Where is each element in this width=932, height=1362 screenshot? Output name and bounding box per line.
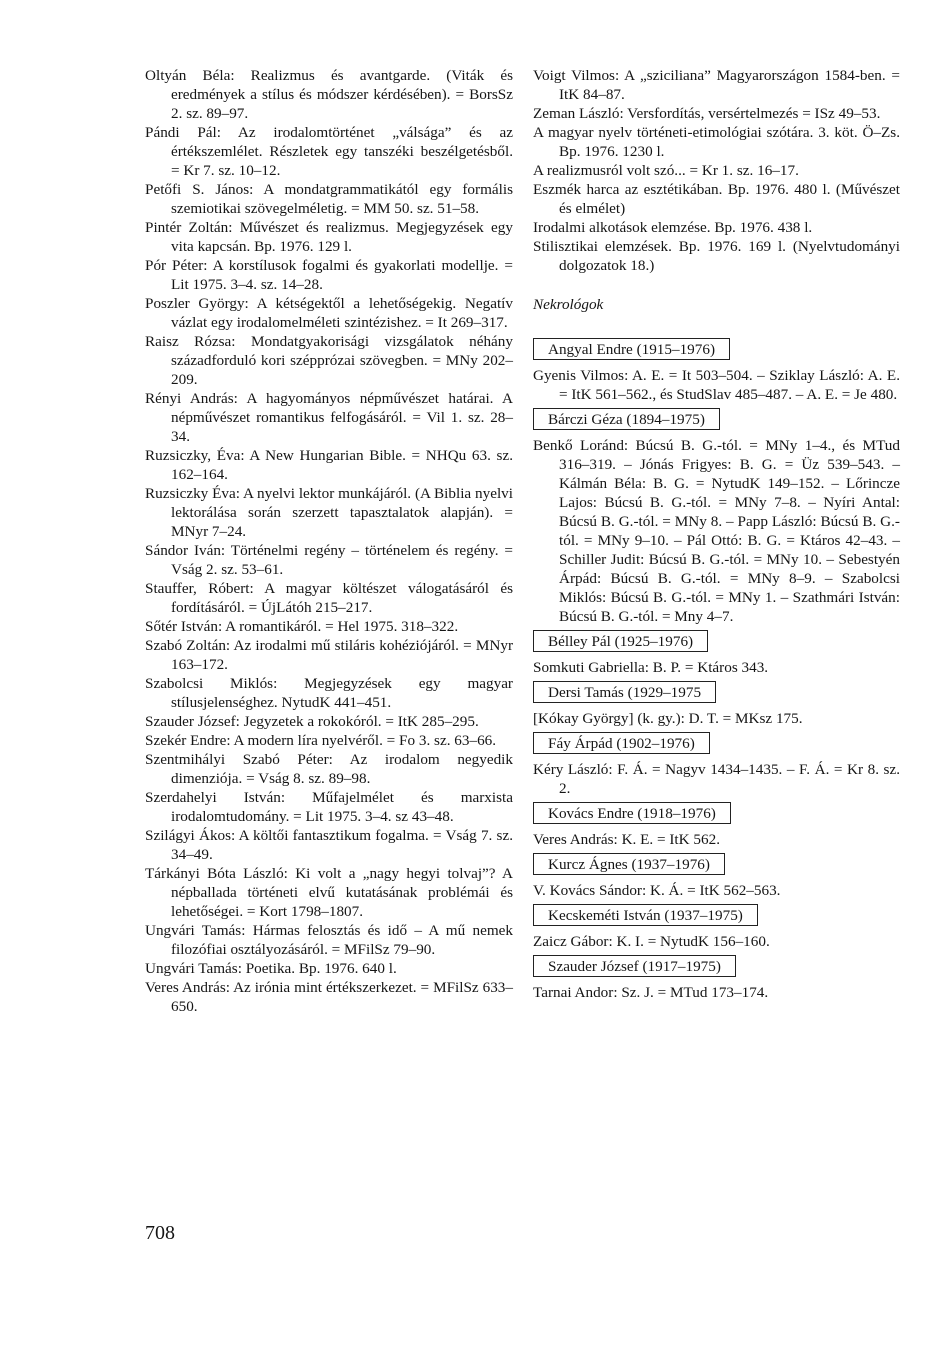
obituary-entry: Zaicz Gábor: K. I. = NytudK 156–160. — [533, 933, 770, 950]
obituary-name-box: Dersi Tamás (1929–1975 — [533, 681, 716, 703]
obituary-name-box: Kovács Endre (1918–1976) — [533, 802, 731, 824]
bibliography-entry: Pintér Zoltán: Művészet és realizmus. Megjegyzések egy vita kapcsán. Bp. 1976. 129 l. — [145, 219, 513, 255]
obituary-entry: [Kókay György] (k. gy.): D. T. = MKsz 175. — [533, 710, 803, 727]
bibliography-entry: Zeman László: Versfordítás, versértelmezés = ISz 49–53. — [533, 105, 881, 122]
bibliography-entry: Szabolcsi Miklós: Megjegyzések egy magyar stílusjelenséghez. NytudK 441–451. — [145, 675, 513, 711]
right-column — [533, 66, 900, 1002]
bibliography-entry: Szekér Endre: A modern líra nyelvéről. = Fo 3. sz. 63–66. — [145, 732, 497, 749]
bibliography-entry: Pór Péter: A korstílusok fogalmi és gyakorlati modellje. = Lit 1975. 3–4. sz. 14–28. — [145, 257, 513, 293]
obituary-name-box: Kurcz Ágnes (1937–1976) — [533, 853, 725, 875]
bibliography-entry: Petőfi S. János: A mondatgrammatikától egy formális szemiotikai szövegelméletig. = MM 50. sz. 51–58. — [145, 181, 513, 217]
left-column — [145, 66, 513, 1016]
bibliography-entry: Szentmihályi Szabó Péter: Az irodalom negyedik dimenziója. = Vság 8. sz. 89–98. — [145, 751, 513, 787]
bibliography-entry: Ungvári Tamás: Poetika. Bp. 1976. 640 l. — [145, 960, 397, 977]
bibliography-entry: Rényi András: A hagyományos népművészet határai. A népművészet romantikus felfogásáról. = Vil 1. sz. 28–34. — [145, 390, 513, 445]
section-heading-obituaries: Nekrológok — [533, 296, 604, 313]
obituary-entry: Veres András: K. E. = ItK 562. — [533, 831, 720, 848]
obituary-entry: Kéry László: F. Á. = Nagyv 1434–1435. – F. Á. = Kr 8. sz. 2. — [533, 761, 900, 797]
bibliography-entry: A magyar nyelv történeti-etimológiai szótára. 3. köt. Ö–Zs. Bp. 1976. 1230 l. — [533, 124, 900, 160]
obituary-entry: Gyenis Vilmos: A. E. = It 503–504. – Sziklay László: A. E. = ItK 561–562., és StudSlav 485–487. – A. E. = Je 480. — [533, 367, 900, 403]
obituary-name-box: Angyal Endre (1915–1976) — [533, 338, 730, 360]
bibliography-entry: Eszmék harca az esztétikában. Bp. 1976. 480 l. (Művészet és elmélet) — [533, 181, 900, 217]
obituary-name-box: Bárczi Géza (1894–1975) — [533, 408, 720, 430]
bibliography-entry: Szauder József: Jegyzetek a rokokóról. = ItK 285–295. — [145, 713, 479, 730]
bibliography-entry: Veres András: Az irónia mint értékszerkezet. = MFilSz 633–650. — [145, 979, 513, 1015]
bibliography-entry: Ruzsiczky, Éva: A New Hungarian Bible. = NHQu 63. sz. 162–164. — [145, 447, 513, 483]
bibliography-entry: Ruzsiczky Éva: A nyelvi lektor munkájáról. (A Biblia nyelvi lektorálása során szerzett tapasztalatok alapján). = MNyr 7–24. — [145, 485, 513, 540]
bibliography-entry: Stauffer, Róbert: A magyar költészet válogatásáról és fordításáról. = ÚjLátóh 215–217. — [145, 580, 513, 616]
bibliography-entry: Poszler György: A kétségektől a lehetőségekig. Negatív vázlat egy irodalomelméleti szintézishez. = It 269–317. — [145, 295, 513, 331]
obituary-name-box: Kecskeméti István (1937–1975) — [533, 904, 758, 926]
obituary-entry: Tarnai Andor: Sz. J. = MTud 173–174. — [533, 984, 769, 1001]
bibliography-entry: Stilisztikai elemzések. Bp. 1976. 169 l. (Nyelvtudományi dolgozatok 18.) — [533, 238, 900, 274]
bibliography-entry: Raisz Rózsa: Mondatgyakorisági vizsgálatok néhány századforduló kori szépprózai szövegben. = MNy 202–209. — [145, 333, 513, 388]
bibliography-entry: Szerdahelyi István: Műfajelmélet és marxista irodalomtudomány. = Lit 1975. 3–4. sz 43–48. — [145, 789, 513, 825]
bibliography-entry: Oltyán Béla: Realizmus és avantgarde. (Viták és eredmények a stílus és módszer kérdésében). = BorsSz 2. sz. 89–97. — [145, 67, 513, 122]
bibliography-entry: Szilágyi Ákos: A költői fantasztikum fogalma. = Vság 7. sz. 34–49. — [145, 827, 513, 863]
obituary-entry: Benkő Loránd: Búcsú B. G.-tól. = MNy 1–4., és MTud 316–319. – Jónás Frigyes: B. G. = Üz 539–543. – Kálmán Béla: B. G. = NytudK 149–152. – Lőrincze Lajos: Búcsú B. G.-tól. = MNy 7–8. – Nyíri Antal: Búcsú B. G.-tól. = MNy 8. – Papp László: Búcsú B. G.-tól. = MNy 9–10. – Pál Ottó: B. G. = Ktáros 42–43. – Schiller Judit: Búcsú B. G.-tól. = MNy 10. – Sebestyén Árpád: Búcsú B. G.-tól. = MNy 8–9. – Szabolcsi Miklós: Búcsú B. G.-tól. = MNy 1. – Szathmári István: Búcsú B. G.-tól. = Mny 4–7. — [533, 437, 900, 625]
obituary-name-box: Fáy Árpád (1902–1976) — [533, 732, 710, 754]
bibliography-entry: A realizmusról volt szó... = Kr 1. sz. 16–17. — [533, 162, 799, 179]
obituary-name-box: Bélley Pál (1925–1976) — [533, 630, 708, 652]
obituary-name-box: Szauder József (1917–1975) — [533, 955, 736, 977]
bibliography-entry: Szabó Zoltán: Az irodalmi mű stiláris kohéziójáról. = MNyr 163–172. — [145, 637, 513, 673]
bibliography-entry: Sándor Iván: Történelmi regény – történelem és regény. = Vság 2. sz. 53–61. — [145, 542, 513, 578]
bibliography-entry: Tárkányi Bóta László: Ki volt a „nagy hegyi tolvaj”? A népballada történeti elvű kutatásának problémái és lehetőségei. = Kort 1798–1807. — [145, 865, 513, 920]
page-number: 708 — [145, 1222, 175, 1244]
bibliography-entry: Irodalmi alkotások elemzése. Bp. 1976. 438 l. — [533, 219, 813, 236]
bibliography-entry: Sőtér István: A romantikáról. = Hel 1975. 318–322. — [145, 618, 459, 635]
bibliography-entry: Pándi Pál: Az irodalomtörténet „válsága” és az értékszemlélet. Részletek egy tanszéki beszélgetésből. = Kr 7. sz. 10–12. — [145, 124, 513, 179]
bibliography-entry: Ungvári Tamás: Hármas felosztás és idő – A mű nemek filozófiai osztályozásáról. = MFilSz 79–90. — [145, 922, 513, 958]
bibliography-entry: Voigt Vilmos: A „sziciliana” Magyarországon 1584-ben. = ItK 84–87. — [533, 67, 900, 103]
obituary-entry: Somkuti Gabriella: B. P. = Ktáros 343. — [533, 659, 769, 676]
obituary-entry: V. Kovács Sándor: K. Á. = ItK 562–563. — [533, 882, 781, 899]
